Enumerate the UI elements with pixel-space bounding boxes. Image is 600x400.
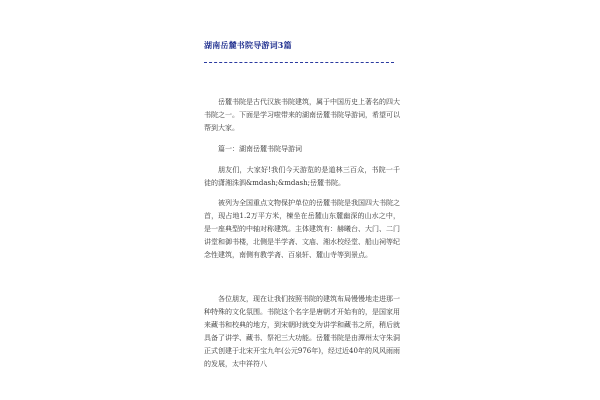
document-title: 湖南岳麓书院导游词3篇 bbox=[204, 40, 292, 50]
greeting-paragraph: 朋友们，大家好!我们今天游览的是道林三百众，书院一千徒的潇湘洙泗&mdash;&mdash;岳麓书院。 bbox=[204, 166, 400, 187]
section-heading: 篇一：湖南岳麓书院导游词 bbox=[218, 145, 302, 153]
intro-paragraph: 岳麓书院是古代汉族书院建筑，属于中国历史上著名的四大书院之一。下面是学习啦带来的湖南岳麓书院导游词，希望可以帮到大家。 bbox=[204, 98, 400, 132]
history-paragraph: 各位朋友，现在让我们按照书院的建筑布局慢慢地走进那一种特殊的文化氛围。书院这个名字是唐朝才开始有的，是国家用来藏书和校典的地方，到宋朝时就变为讲学和藏书之所，稍后就具备了讲学、藏书、祭祀三大功能。岳麓书院是由潭州太守朱洞正式创建于北宋开宝九年(公元976年)，经过近40年的风风雨雨的发展，太中祥符八 bbox=[204, 295, 400, 368]
title-divider bbox=[204, 62, 394, 63]
location-paragraph: 被列为全国重点文物保护单位的岳麓书院是我国四大书院之首，现占地1.2万平方米，楝坐在岳麓山东麓幽深的山水之中，是一座典型的中轴对称建筑。主体建筑有：赫曦台、大门、二门讲堂和御书楼，北侧是半学斋、文庙、湘水校经堂、船山祠等纪念性建筑，南侧有教学斋、百泉轩、麓山寺等到景点。 bbox=[204, 199, 400, 259]
